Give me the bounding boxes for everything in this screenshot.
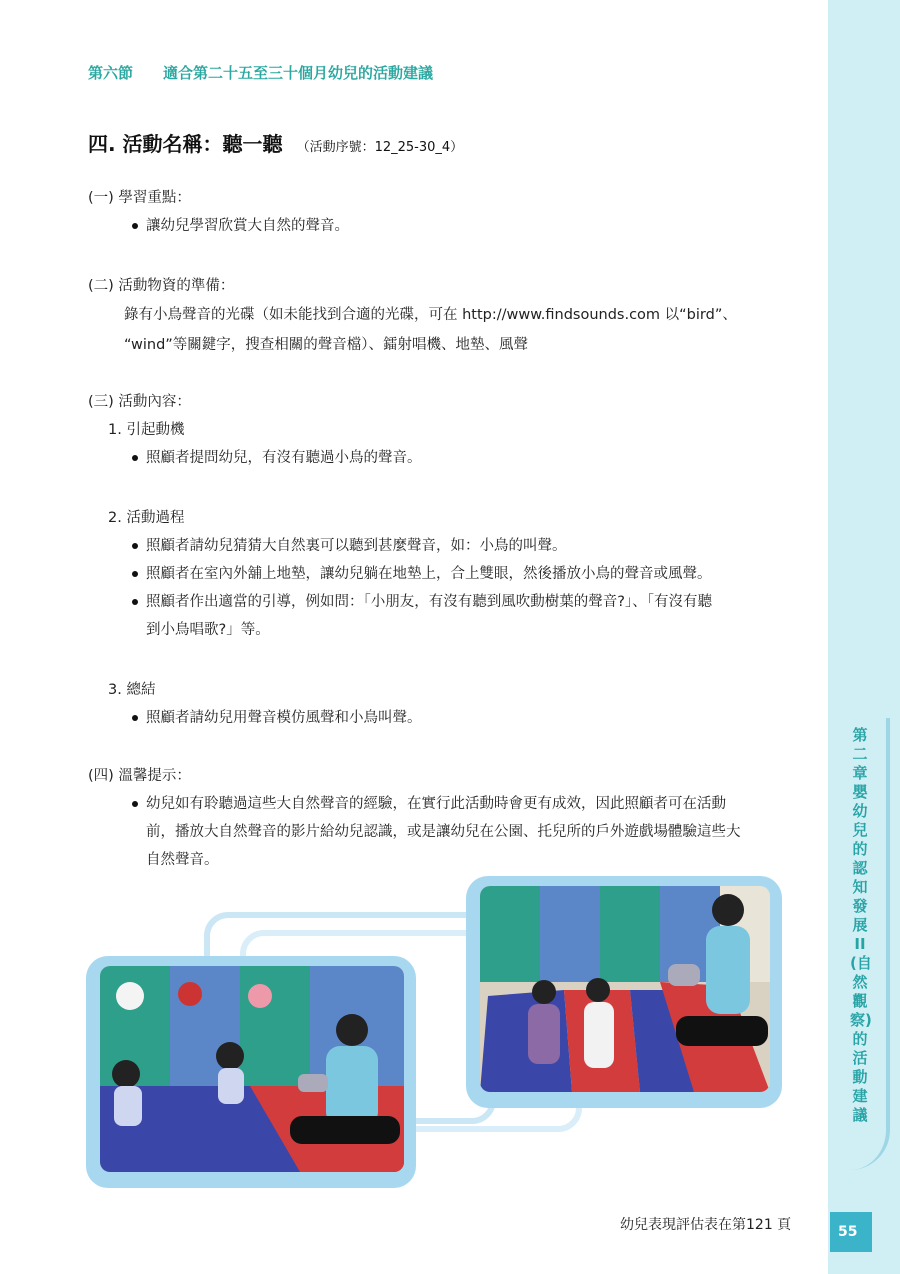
activity-title xyxy=(88,128,463,157)
materials-heading: (二) 活動物資的準備： xyxy=(88,278,235,294)
step-bullet: 照顧者提問幼兒，有沒有聽過小鳥的聲音。 xyxy=(128,444,818,472)
tips-section xyxy=(88,762,818,874)
section-number: 第六節 xyxy=(88,64,134,82)
assessment-reference: 幼兒表現評估表在第121 頁 xyxy=(620,1217,792,1233)
learning-focus-bullet: 讓幼兒學習欣賞大自然的聲音。 xyxy=(128,212,818,240)
activity-serial: （活動序號：12_25-30_4） xyxy=(296,140,464,155)
content-heading: (三) 活動內容： xyxy=(88,394,191,410)
materials-section xyxy=(88,272,818,360)
tips-line: 幼兒如有聆聽過這些大自然聲音的經驗，在實行此活動時會更有成效，因此照顧者可在活動 xyxy=(128,790,818,818)
step-label: 3. 總結 xyxy=(108,682,156,698)
section-heading xyxy=(88,62,433,83)
activity-name: 四. 活動名稱：聽一聽 xyxy=(88,132,283,156)
step-label: 1. 引起動機 xyxy=(108,422,185,438)
step-bullet-continued: 到小鳥唱歌?」等。 xyxy=(146,622,270,638)
learning-focus-heading: (一) 學習重點： xyxy=(88,190,191,206)
step-bullet: 照顧者請幼兒用聲音模仿風聲和小鳥叫聲。 xyxy=(128,704,818,732)
learning-focus-section xyxy=(88,184,818,240)
step-bullet: 照顧者在室內外舖上地墊，讓幼兒躺在地墊上，合上雙眼，然後播放小鳥的聲音或風聲。 xyxy=(128,560,818,588)
chapter-tab-label: 第二章 嬰幼兒的認知發展II(自然觀察)的活動建議 xyxy=(850,726,872,1124)
tips-heading: (四) 溫馨提示： xyxy=(88,768,191,784)
step-label: 2. 活動過程 xyxy=(108,510,185,526)
photo-children-listening xyxy=(100,966,404,1172)
content-step-3 xyxy=(88,676,818,732)
tips-line: 自然聲音。 xyxy=(146,852,219,868)
page-number: 55 xyxy=(838,1224,858,1240)
photo-children-lying-on-mats xyxy=(480,886,770,1092)
step-bullet: 照顧者作出適當的引導，例如問：「小朋友，有沒有聽到風吹動樹葉的聲音?」、「有沒有聽 xyxy=(128,588,818,616)
materials-line: “wind”等關鍵字，搜查相關的聲音檔）、鐳射唱機、地墊、風聲 xyxy=(124,337,529,353)
tips-line: 前，播放大自然聲音的影片給幼兒認識，或是讓幼兒在公園、托兒所的戶外遊戲場體驗這些大 xyxy=(146,824,741,840)
step-bullet: 照顧者請幼兒猜猜大自然裏可以聽到甚麼聲音，如：小鳥的叫聲。 xyxy=(128,532,818,560)
materials-line: 錄有小鳥聲音的光碟（如未能找到合適的光碟，可在 http://www.findsounds.com 以“bird”、 xyxy=(124,307,737,323)
content-step-2 xyxy=(88,504,818,644)
content-section xyxy=(88,388,818,472)
section-title: 適合第二十五至三十個月幼兒的活動建議 xyxy=(163,64,434,82)
